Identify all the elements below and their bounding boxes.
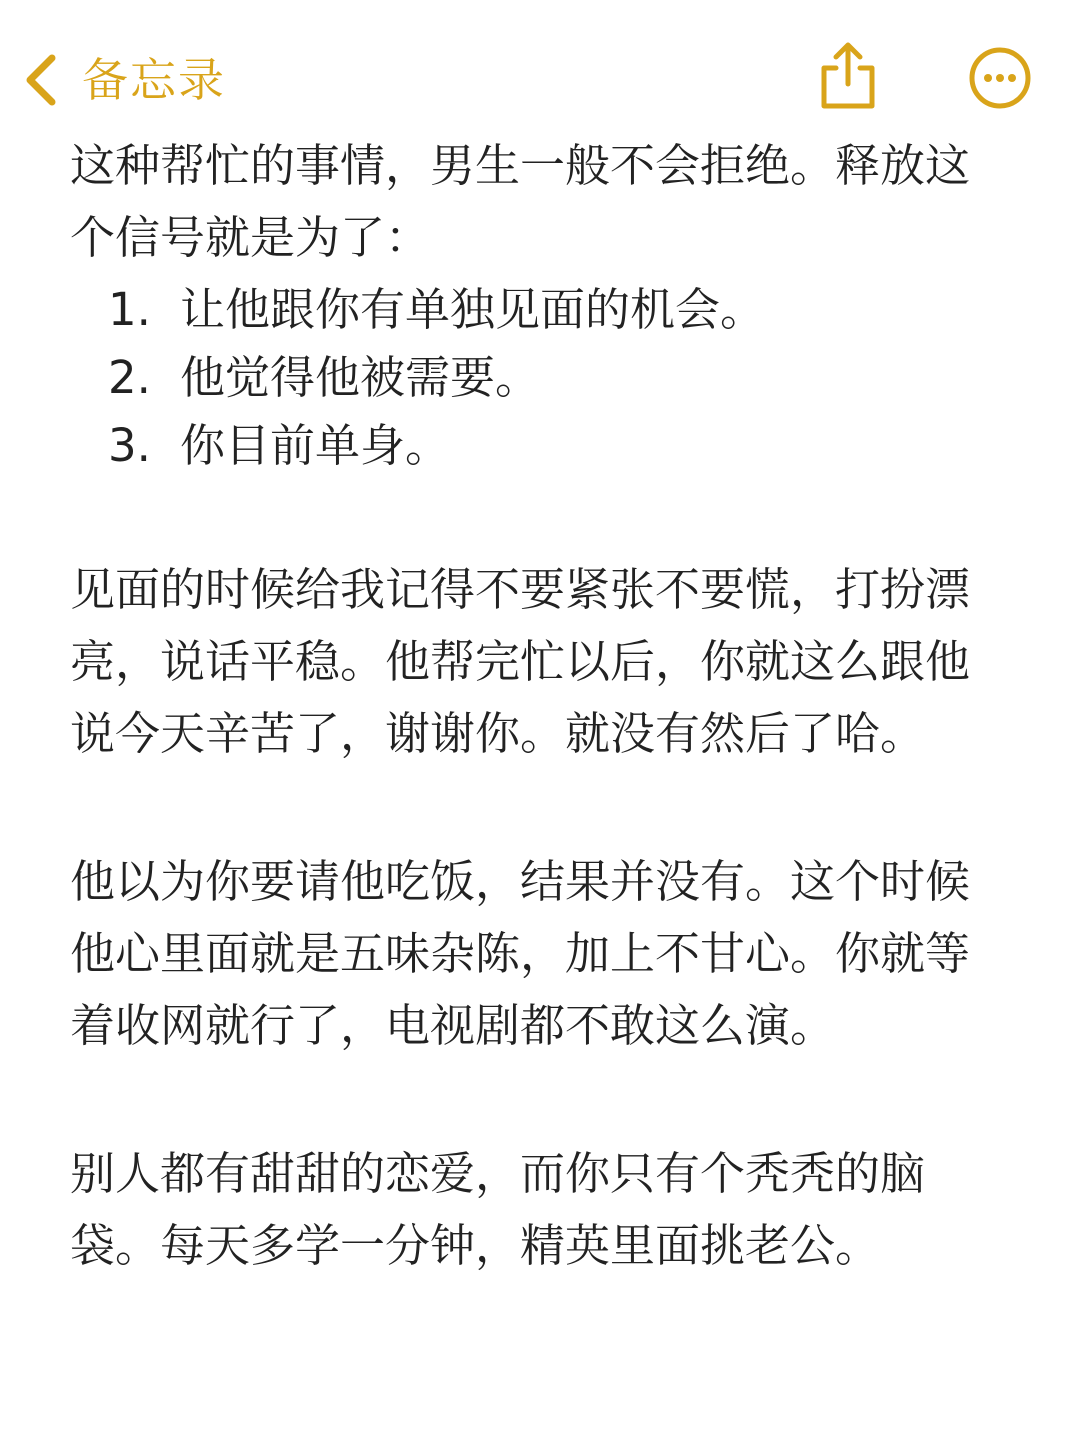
list-item-text: 他觉得他被需要。: [180, 351, 541, 404]
paragraph-spacer: [70, 1062, 1010, 1138]
note-paragraph-intro: 这种帮忙的事情，男生一般不会拒绝。释放这个信号就是为了：: [70, 139, 971, 264]
more-icon: [968, 46, 1032, 110]
back-button-label: 备忘录: [82, 53, 226, 107]
more-button[interactable]: [968, 46, 1032, 110]
list-item: [70, 274, 1010, 342]
navigation-bar: [0, 0, 1080, 150]
chevron-left-icon: [20, 52, 60, 108]
list-item-number: 2.: [108, 351, 151, 404]
list-item: [70, 410, 1010, 478]
note-paragraph-4: 别人都有甜甜的恋爱，而你只有个秃秃的脑袋。每天多学一分钟，精英里面挑老公。: [70, 1147, 926, 1272]
back-button[interactable]: [20, 40, 226, 120]
paragraph-spacer: [70, 478, 1010, 554]
paragraph-spacer: [70, 770, 1010, 846]
list-item-text: 你目前单身。: [180, 419, 451, 472]
list-item-number: 1.: [108, 283, 151, 336]
list-item-number: 3.: [108, 419, 151, 472]
list-item-text: 让他跟你有单独见面的机会。: [180, 283, 766, 336]
note-paragraph-3: 他以为你要请他吃饭，结果并没有。这个时候他心里面就是五味杂陈，加上不甘心。你就等着收网就行了，电视剧都不敢这么演。: [70, 855, 971, 1052]
note-paragraph-2: 见面的时候给我记得不要紧张不要慌，打扮漂亮，说话平稳。他帮完忙以后，你就这么跟他说今天辛苦了，谢谢你。就没有然后了哈。: [70, 563, 971, 760]
note-numbered-list: [70, 274, 1010, 478]
note-body[interactable]: [70, 130, 1010, 1282]
list-item: [70, 342, 1010, 410]
share-icon: [818, 40, 878, 112]
share-button[interactable]: [818, 40, 878, 112]
